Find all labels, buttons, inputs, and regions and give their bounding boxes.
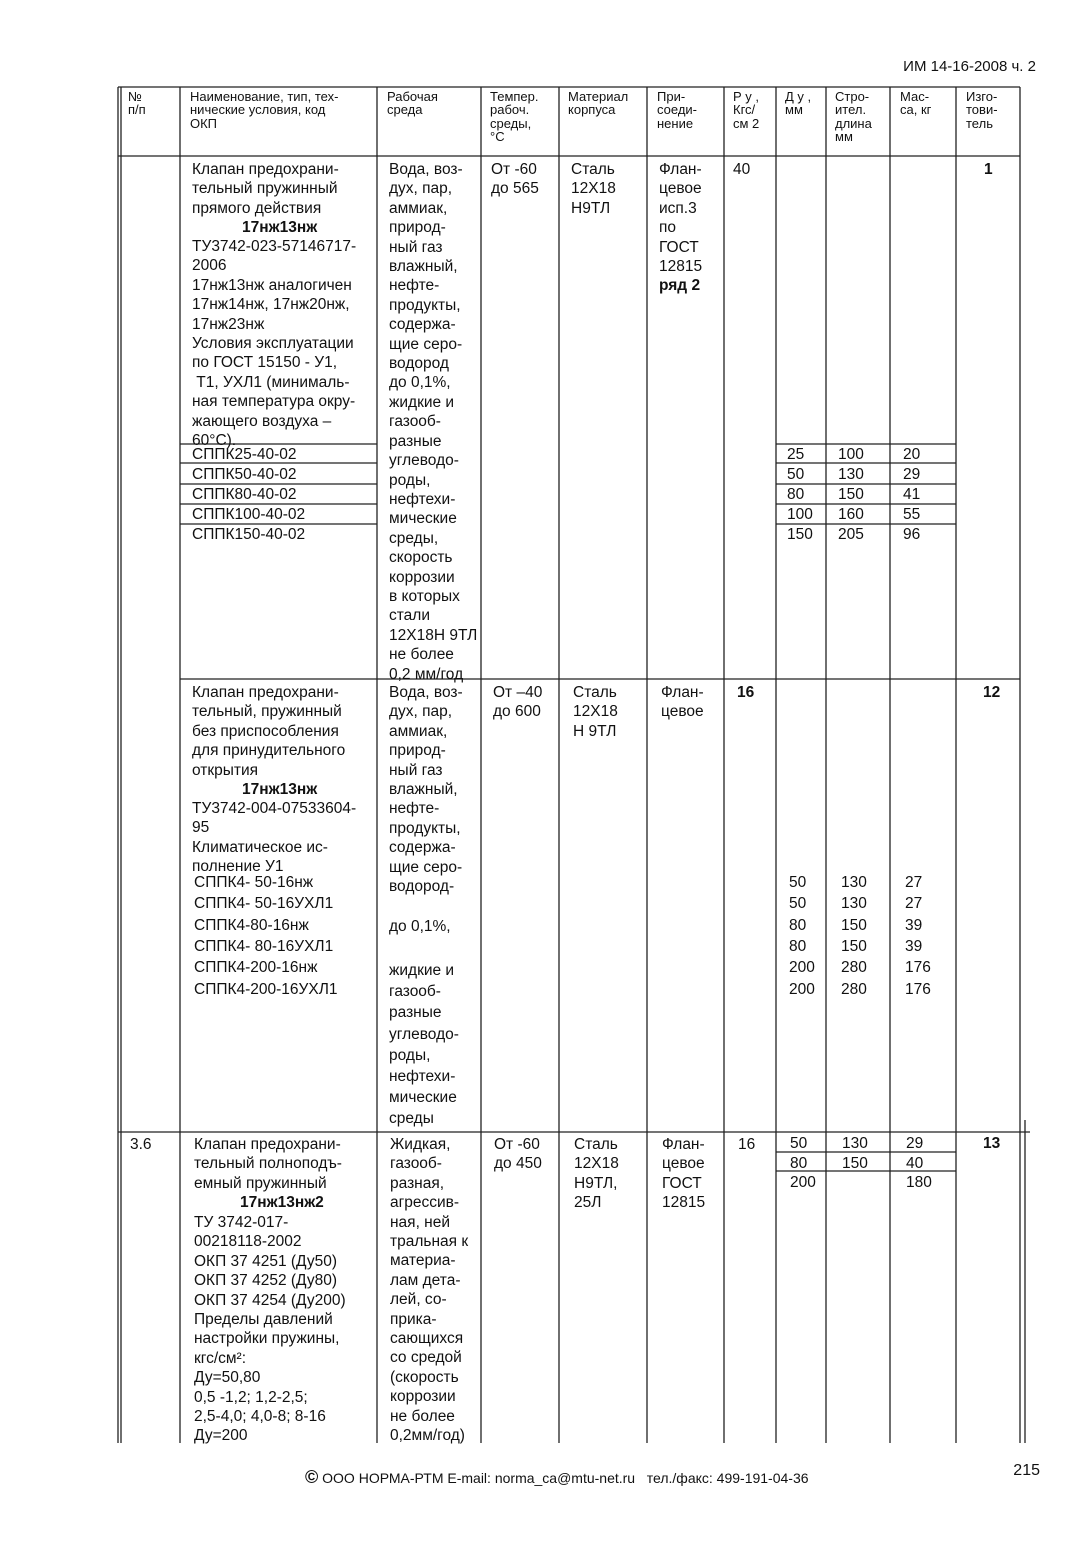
working-medium-continued: жидкие и газооб- разные углеводо- роды, нефтехи- мические среды xyxy=(389,962,459,1128)
mass-value: 29 xyxy=(903,466,921,483)
temperature-range: От -60 до 450 xyxy=(494,1136,542,1173)
header-mass: Мас- са, кг xyxy=(900,89,932,118)
nominal-diameter: 25 xyxy=(787,446,805,463)
valve-type-code: 17нж13нж2 xyxy=(240,1194,324,1211)
header-temperature: Темпер. рабоч. среды, °С xyxy=(490,89,539,145)
footer xyxy=(305,1467,809,1488)
email-address: norma_ca@mtu-net.ru xyxy=(494,1470,636,1486)
mass-value: 27 xyxy=(905,874,923,891)
header-name: Наименование, тип, тех- нические условия, код ОКП xyxy=(190,89,339,131)
nominal-diameter: 200 xyxy=(790,1174,816,1191)
header-connection: При- соеди- нение xyxy=(657,89,697,131)
mass-value: 39 xyxy=(905,938,923,955)
working-medium: Жидкая, газооб- разная, агрессив- ная, ней тральная к материа- лам дета- лей, со- прика- сающихся со средой (скорость коррозии не более 0,2мм/год) xyxy=(390,1136,469,1445)
construction-length: 150 xyxy=(841,938,867,955)
company-name: ООО НОРМА-РТМ xyxy=(322,1470,444,1486)
temperature-range: От -60 до 565 xyxy=(491,161,539,198)
model-item: СППК150-40-02 xyxy=(192,526,306,543)
nominal-diameter: 80 xyxy=(789,917,807,934)
working-medium: Вода, воз- дух, пар, аммиак, природ- ный газ влажный, нефте- продукты, содержа- щие серо- водород- xyxy=(389,684,463,896)
model-item: СППК4- 50-16нж xyxy=(194,874,314,891)
header-pressure: Р у , Кгс/ см 2 xyxy=(733,89,760,131)
mass-value: 180 xyxy=(906,1174,932,1191)
mass-value: 40 xyxy=(906,1155,924,1172)
manufacturer-code: 13 xyxy=(983,1135,1001,1152)
mass-value: 39 xyxy=(905,917,923,934)
construction-length: 150 xyxy=(838,486,864,503)
construction-length: 150 xyxy=(841,917,867,934)
nominal-diameter: 80 xyxy=(790,1155,808,1172)
mass-value: 55 xyxy=(903,506,921,523)
nominal-pressure: 16 xyxy=(738,1136,756,1153)
construction-length: 280 xyxy=(841,981,867,998)
valve-type-code: 17нж13нж xyxy=(242,781,318,798)
connection-series: ряд 2 xyxy=(659,277,701,294)
construction-length: 130 xyxy=(841,895,867,912)
valve-type-code: 17нж13нж xyxy=(242,219,318,236)
nominal-diameter: 80 xyxy=(787,486,805,503)
mass-value: 20 xyxy=(903,446,921,463)
item-number: 3.6 xyxy=(130,1136,152,1153)
model-item: СППК4- 80-16УХЛ1 xyxy=(194,938,334,955)
temperature-range: От –40 до 600 xyxy=(493,684,543,721)
header-medium: Рабочая среда xyxy=(387,89,438,118)
header-number: № п/п xyxy=(128,89,146,118)
nominal-pressure: 16 xyxy=(737,684,755,701)
connection-type: Флан- цевое исп.3 по ГОСТ 12815 xyxy=(659,161,703,276)
model-item: СППК4-200-16нж xyxy=(194,959,318,976)
header-manufacturer: Изго- тови- тель xyxy=(966,89,998,131)
nominal-diameter: 50 xyxy=(790,1135,808,1152)
construction-length: 100 xyxy=(838,446,864,463)
model-item: СППК4- 50-16УХЛ1 xyxy=(194,895,334,912)
page-number: 215 xyxy=(1013,1462,1040,1479)
construction-length: 160 xyxy=(838,506,864,523)
manufacturer-code: 1 xyxy=(984,161,993,178)
nominal-diameter: 200 xyxy=(789,959,815,976)
model-item: СППК4-200-16УХЛ1 xyxy=(194,981,338,998)
mass-value: 27 xyxy=(905,895,923,912)
mass-value: 29 xyxy=(906,1135,924,1152)
mass-value: 176 xyxy=(905,959,931,976)
phone-fax: тел./факс: 499-191-04-36 xyxy=(646,1470,809,1486)
nominal-diameter: 50 xyxy=(789,895,807,912)
copyright-icon: © xyxy=(305,1467,319,1487)
nominal-pressure: 40 xyxy=(733,161,751,178)
connection-type: Флан- цевое xyxy=(661,684,704,721)
model-item: СППК80-40-02 xyxy=(192,486,297,503)
nominal-diameter: 150 xyxy=(787,526,813,543)
nominal-diameter: 200 xyxy=(789,981,815,998)
model-item: СППК100-40-02 xyxy=(192,506,306,523)
model-item: СППК4-80-16нж xyxy=(194,917,309,934)
working-medium: Вода, воз- дух, пар, аммиак, природ- ный газ влажный, нефте- продукты, содержа- щие серо- водород до 0,1%, жидкие и газооб- разные углеводо- роды, нефтехи- мические среды, скорость коррозии в которых стали 12Х18Н 9ТЛ не более 0,2 мм/год xyxy=(389,161,478,683)
valve-description: Клапан предохрани- тельный пружинный прямого действия xyxy=(192,161,339,217)
construction-length: 130 xyxy=(841,874,867,891)
valve-description: Клапан предохрани- тельный полноподъ- емный пружинный xyxy=(194,1136,342,1192)
construction-length: 280 xyxy=(841,959,867,976)
body-material: Сталь 12Х18 Н 9ТЛ xyxy=(573,684,618,740)
body-material: Сталь 12Х18 Н9ТЛ, 25Л xyxy=(574,1136,619,1212)
document-reference: ИМ 14-16-2008 ч. 2 xyxy=(903,58,1036,75)
nominal-diameter: 50 xyxy=(787,466,805,483)
email-label: E-mail: xyxy=(447,1470,491,1486)
valve-description: Клапан предохрани- тельный, пружинный без приспособления для принудительного открытия xyxy=(192,684,346,779)
model-item: СППК50-40-02 xyxy=(192,466,297,483)
connection-type: Флан- цевое ГОСТ 12815 xyxy=(662,1136,706,1212)
body-material: Сталь 12Х18 Н9ТЛ xyxy=(571,161,616,217)
mass-value: 96 xyxy=(903,526,921,543)
valve-specification: ТУ3742-004-07533604- 95 Климатическое ис- полнение У1 xyxy=(192,800,357,876)
manufacturer-code: 12 xyxy=(983,684,1001,701)
nominal-diameter: 50 xyxy=(789,874,807,891)
valve-specification: ТУ3742-023-57146717- 2006 17нж13нж аналогичен 17нж14нж, 17нж20нж, 17нж23нж Условия эксплуатации по ГОСТ 15150 - У1, Т1, УХЛ1 (минималь- ная температура окру- жающего воздуха – 60°С). xyxy=(192,238,357,450)
construction-length: 130 xyxy=(842,1135,868,1152)
header-material: Материал корпуса xyxy=(568,89,629,118)
header-diameter: Д у , мм xyxy=(785,89,812,118)
nominal-diameter: 80 xyxy=(789,938,807,955)
mass-value: 41 xyxy=(903,486,921,503)
mass-value: 176 xyxy=(905,981,931,998)
working-medium-concentration: до 0,1%, xyxy=(389,918,451,935)
model-item: СППК25-40-02 xyxy=(192,446,297,463)
construction-length: 205 xyxy=(838,526,864,543)
header-length: Стро- ител. длина мм xyxy=(835,89,872,145)
construction-length: 150 xyxy=(842,1155,868,1172)
construction-length: 130 xyxy=(838,466,864,483)
valve-specification: ТУ 3742-017- 00218118-2002 ОКП 37 4251 (Ду50) ОКП 37 4252 (Ду80) ОКП 37 4254 (Ду200) Пределы давлений настройки пружины, кгс/см²: Ду=50,80 0,5 -1,2; 1,2-2,5; 2,5-4,0; 4,0-8; 8-16 Ду=200 xyxy=(194,1214,346,1445)
nominal-diameter: 100 xyxy=(787,506,813,523)
